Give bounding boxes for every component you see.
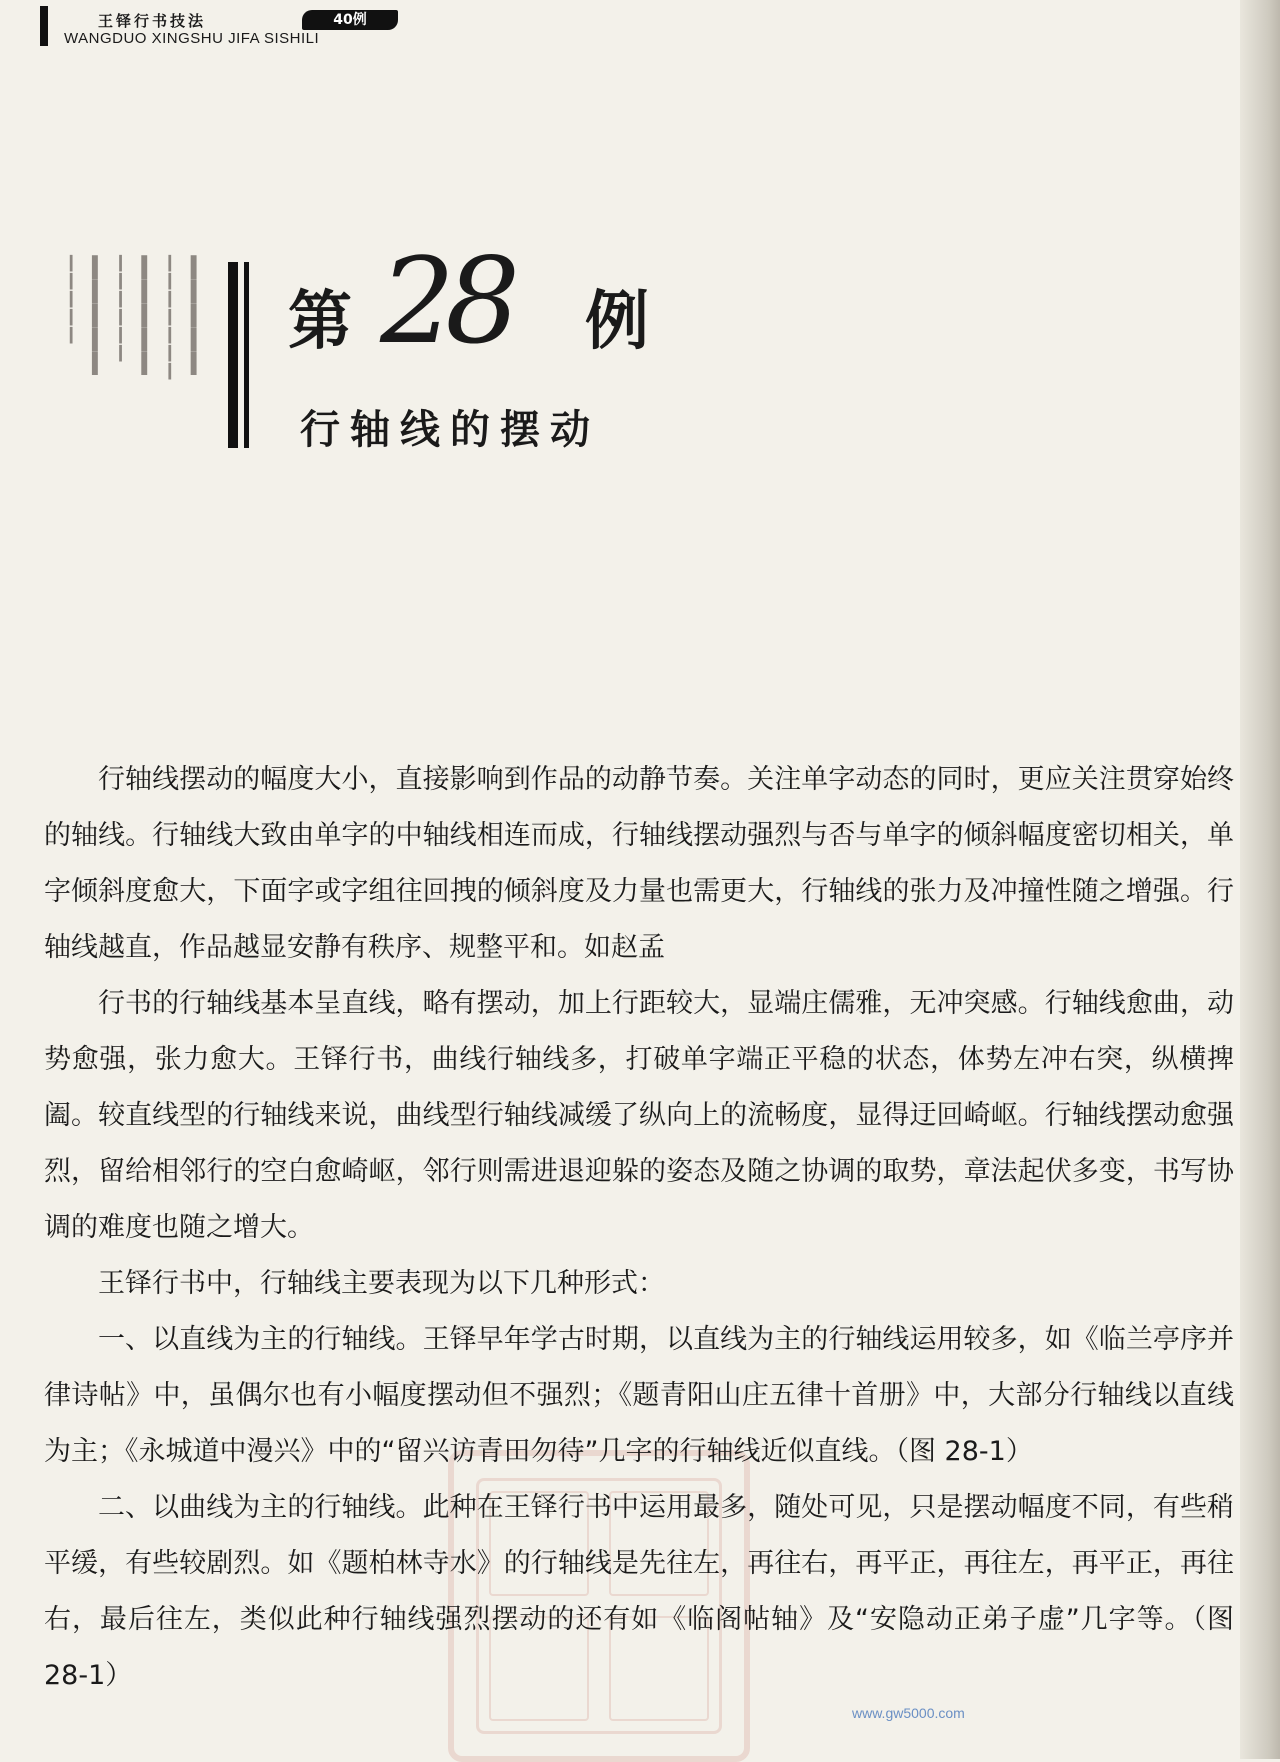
body-text — [44, 752, 1234, 1704]
inscription-stroke-col: ▎▎▎▎▎ — [70, 256, 81, 344]
title-bars-decoration — [228, 262, 258, 448]
inscription-stroke-col: ▎▎▎▎▎▎ — [119, 256, 131, 362]
inscription-stroke-col: ▍▍▍▍▍ — [92, 255, 108, 375]
chapter-subtitle: 行轴线的摆动 — [300, 407, 600, 453]
inscription-stroke-col: ▍▍▍▍▍ — [141, 255, 157, 375]
paragraph: 二、以曲线为主的行轴线。此种在王铎行书中运用最多，随处可见，只是摆动幅度不同，有些稍平缓，有些较剧烈。如《题柏林寺水》的行轴线是先往左，再往右，再平正，再往左，再平正，再往右，最后往左，类似此种行轴线强烈摆动的还有如《临阁帖轴》及“安隐动正弟子虚”几字等。（图 28-1） — [44, 1492, 1234, 1691]
paragraph: 一、以直线为主的行轴线。王铎早年学古时期，以直线为主的行轴线运用较多，如《临兰亭序并律诗帖》中，虽偶尔也有小幅度摆动但不强烈；《题青阳山庄五律十首册》中，大部分行轴线以直线为主；《永城道中漫兴》中的“留兴访青田勿待”几字的行轴线近似直线。（图 28-1） — [44, 1324, 1234, 1467]
paragraph: 行轴线摆动的幅度大小，直接影响到作品的动静节奏。关注单字动态的同时，更应关注贯穿始终的轴线。行轴线大致由单字的中轴线相连而成，行轴线摆动强烈与否与单字的倾斜幅度密切相关，单字倾斜度愈大，下面字或字组往回拽的倾斜度及力量也需更大，行轴线的张力及冲撞性随之增强。行轴线越直，作品越显安静有秩序、规整平和。如赵孟 — [44, 764, 1234, 963]
running-header — [40, 6, 560, 48]
site-watermark: www.gw5000.com — [852, 1705, 965, 1721]
chapter-prefix: 第 — [288, 285, 352, 359]
header-title-cn: 王铎行书技法 — [98, 12, 207, 30]
page-edge-shadow — [1240, 0, 1280, 1759]
header-badge: 40例 — [302, 10, 398, 30]
inscription-stroke-col: ▍▍▍▍▍ — [190, 255, 207, 375]
paragraph: 王铎行书中，行轴线主要表现为以下几种形式： — [98, 1268, 665, 1299]
paragraph: 行书的行轴线基本呈直线，略有摆动，加上行距较大，显端庄儒雅，无冲突感。行轴线愈曲，动势愈强，张力愈大。王铎行书，曲线行轴线多，打破单字端正平稳的状态，体势左冲右突，纵横捭阖。较直线型的行轴线来说，曲线型行轴线减缓了纵向上的流畅度，显得迂回崎岖。行轴线摆动愈强烈，留给相邻行的空白愈崎岖，邻行则需进退迎躲的姿态及随之协调的取势，章法起伏多变，书写协调的难度也随之增大。 — [44, 988, 1234, 1243]
chapter-number: 28 — [380, 232, 511, 370]
calligraphy-inscription-image — [70, 255, 210, 445]
header-title-en: WANGDUO XINGSHU JIFA SISHILI — [64, 30, 320, 47]
inscription-stroke-col: ▎▎▎▎▎▎▎ — [168, 256, 180, 380]
chapter-suffix: 例 — [585, 285, 649, 359]
header-bar — [40, 6, 48, 46]
